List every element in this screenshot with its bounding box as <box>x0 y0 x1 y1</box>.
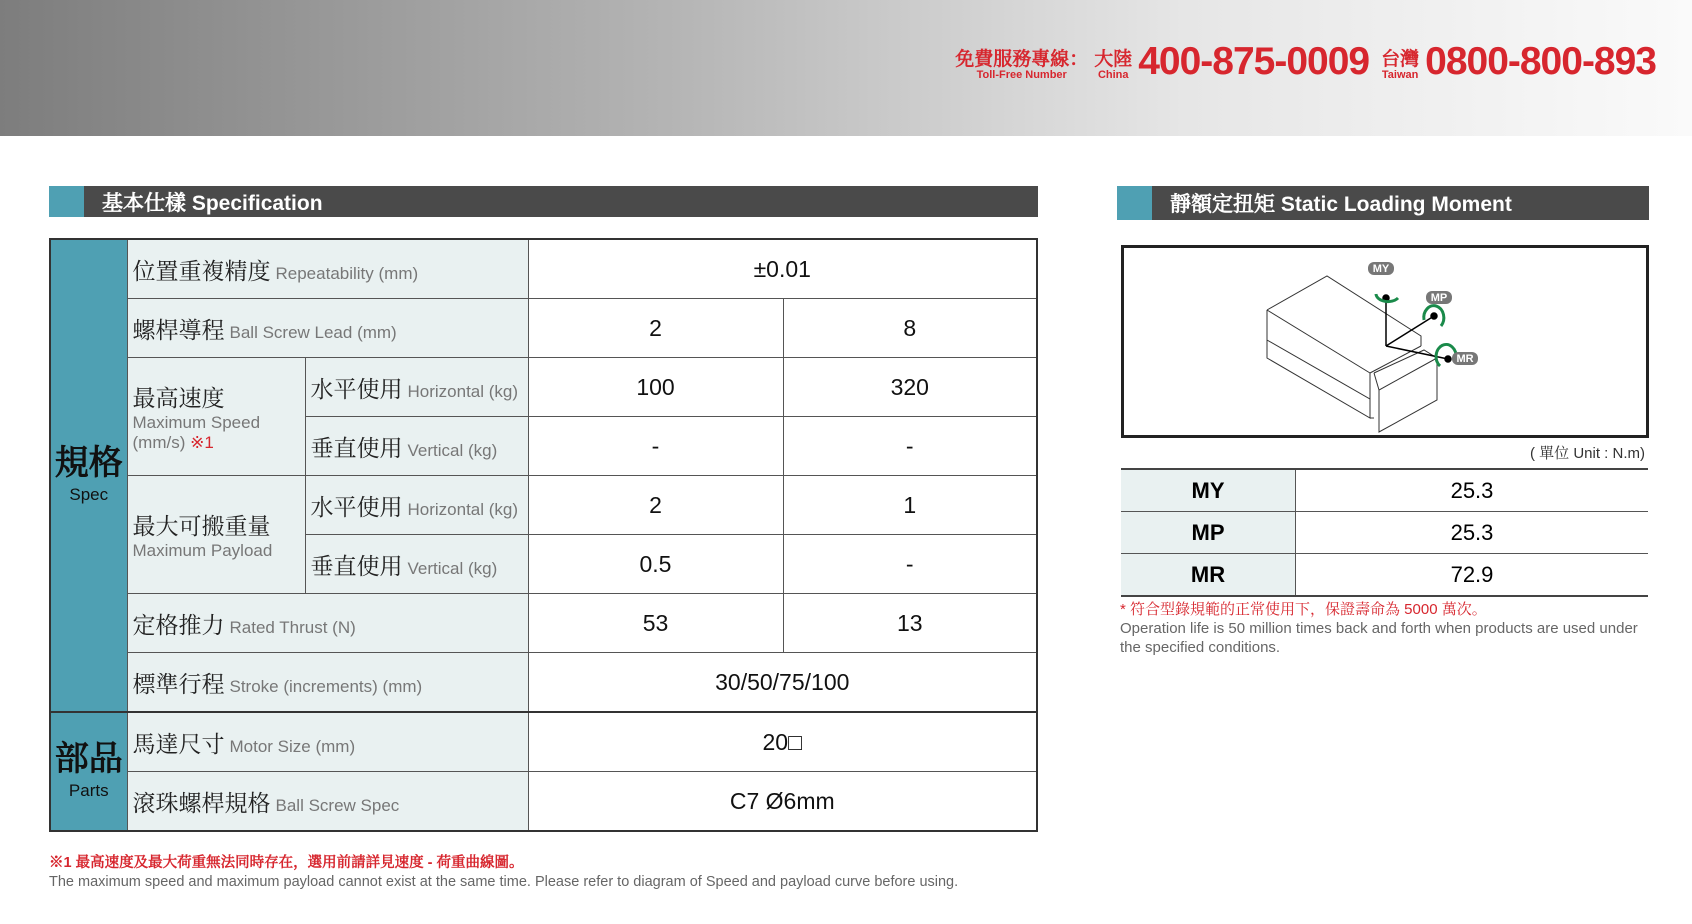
table-row <box>50 653 1037 713</box>
label-en <box>133 413 305 454</box>
taiwan-phone[interactable]: 0800-800-893 <box>1425 40 1656 83</box>
label-zh: 位置重複精度 <box>132 257 271 284</box>
title-accent <box>49 186 84 217</box>
table-row <box>50 476 1037 535</box>
taiwan-en: Taiwan <box>1381 69 1419 81</box>
hotline <box>955 42 1662 81</box>
value-cell: 8 <box>783 299 1037 358</box>
value-cell: ±0.01 <box>528 239 1037 299</box>
table-row <box>50 594 1037 653</box>
value-cell: 2 <box>528 299 783 358</box>
parts-group-zh: 部品 <box>54 739 123 778</box>
table-row <box>50 239 1037 299</box>
label-zh: 定格推力 <box>132 611 225 638</box>
mp-badge-text: MP <box>1430 292 1448 304</box>
taiwan-label <box>1381 50 1419 81</box>
label-en: Repeatability (mm) <box>275 263 419 283</box>
value-cell: 320 <box>783 358 1037 417</box>
label-en: Ball Screw Lead (mm) <box>229 322 397 342</box>
title-accent <box>1117 186 1152 220</box>
table-row <box>50 772 1037 832</box>
china-label <box>1094 50 1132 81</box>
table-row <box>1121 554 1648 597</box>
label-en: Vertical (kg) <box>407 558 498 578</box>
label-zh: 最高速度 <box>132 384 225 411</box>
label-zh: 水平使用 <box>310 493 403 520</box>
slider-block-illustration <box>1124 248 1646 435</box>
label-zh: 垂直使用 <box>310 552 403 579</box>
china-phone[interactable]: 400-875-0009 <box>1138 40 1370 83</box>
label-zh: 水平使用 <box>310 375 403 402</box>
parts-group-en: Parts <box>68 781 109 801</box>
label-en: Rated Thrust (N) <box>229 617 356 637</box>
row-label <box>127 653 528 713</box>
spec-table <box>49 238 1038 832</box>
value-cell: 13 <box>783 594 1037 653</box>
header-banner <box>0 0 1692 136</box>
label-zh: 最大可搬重量 <box>132 512 271 539</box>
spec-title-text: 基本仕樣 Specification <box>102 191 323 215</box>
my-badge-text: MY <box>1372 263 1390 275</box>
spec-group-zh: 規格 <box>54 443 123 482</box>
sub-label <box>305 417 528 476</box>
moment-section-title <box>1117 186 1649 220</box>
moment-value: 25.3 <box>1296 469 1649 512</box>
value-cell: 100 <box>528 358 783 417</box>
value-cell: - <box>528 417 783 476</box>
label-en: Stroke (increments) (mm) <box>229 676 423 696</box>
mr-badge-text: MR <box>1456 353 1474 365</box>
tollfree-zh: 免費服務專線： <box>955 49 1089 70</box>
sub-label <box>305 476 528 535</box>
row-label <box>127 239 528 299</box>
label-en-line1: Maximum Speed <box>132 412 261 432</box>
value-cell: 30/50/75/100 <box>528 653 1037 713</box>
moment-value: 72.9 <box>1296 554 1649 597</box>
spec-section-title <box>49 186 1038 217</box>
spec-group-label <box>50 239 127 712</box>
row-label <box>127 476 305 594</box>
table-row <box>50 299 1037 358</box>
label-en: Horizontal (kg) <box>407 499 519 519</box>
value-cell: - <box>783 535 1037 594</box>
label-en: Ball Screw Spec <box>275 795 400 815</box>
parts-group-label <box>50 712 127 831</box>
footnote-zh: ※1 最高速度及最大荷重無法同時存在，選用前請詳見速度 - 荷重曲線圖。 <box>49 855 524 871</box>
value-cell: 20□ <box>528 712 1037 772</box>
row-label <box>127 299 528 358</box>
table-row <box>1121 469 1648 512</box>
moment-title-text: 靜額定扭矩 Static Loading Moment <box>1170 193 1512 216</box>
moment-key: MY <box>1121 469 1296 512</box>
row-label <box>127 594 528 653</box>
sub-label <box>305 358 528 417</box>
row-label <box>127 772 528 832</box>
value-cell: C7 Ø6mm <box>528 772 1037 832</box>
moment-value: 25.3 <box>1296 512 1649 554</box>
value-cell: 1 <box>783 476 1037 535</box>
taiwan-zh: 台灣 <box>1381 49 1420 70</box>
row-label <box>127 712 528 772</box>
label-en-line2: (mm/s) <box>132 433 186 452</box>
note-en: Operation life is 50 million times back and forth when products are used under the specified conditions. <box>1120 620 1638 656</box>
label-zh: 螺桿導程 <box>132 316 225 343</box>
tollfree-en: Toll-Free Number <box>976 69 1067 81</box>
china-en: China <box>1097 69 1129 81</box>
sub-label <box>305 535 528 594</box>
table-row <box>50 358 1037 417</box>
value-cell: 2 <box>528 476 783 535</box>
value-cell: 53 <box>528 594 783 653</box>
spec-group-en: Spec <box>69 485 109 505</box>
moment-key: MP <box>1121 512 1296 554</box>
spec-footnote <box>49 854 958 892</box>
unit-label: ( 單位 Unit : N.m) <box>1530 445 1645 462</box>
label-en: Maximum Payload <box>132 540 273 560</box>
tollfree-label <box>955 50 1088 81</box>
china-zh: 大陸 <box>1094 49 1133 70</box>
label-en: Vertical (kg) <box>407 440 498 460</box>
label-en: Motor Size (mm) <box>229 736 356 756</box>
table-row <box>50 712 1037 772</box>
label-zh: 標準行程 <box>132 670 225 697</box>
moment-note <box>1120 600 1640 657</box>
value-cell: - <box>783 417 1037 476</box>
value-cell: 0.5 <box>528 535 783 594</box>
moment-diagram <box>1121 245 1649 438</box>
moment-key: MR <box>1121 554 1296 597</box>
moment-table <box>1121 468 1648 597</box>
label-en: Horizontal (kg) <box>407 381 519 401</box>
footnote-mark: ※1 <box>190 433 214 452</box>
table-row <box>1121 512 1648 554</box>
note-zh: * 符合型錄規範的正常使用下，保證壽命為 5000 萬次。 <box>1120 601 1487 618</box>
footnote-en: The maximum speed and maximum payload cannot exist at the same time. Please refer to diagram of Speed and payload curve before using. <box>49 874 959 890</box>
row-label <box>127 358 305 476</box>
label-zh: 垂直使用 <box>310 434 403 461</box>
label-zh: 滾珠螺桿規格 <box>132 789 271 816</box>
label-zh: 馬達尺寸 <box>132 730 225 757</box>
